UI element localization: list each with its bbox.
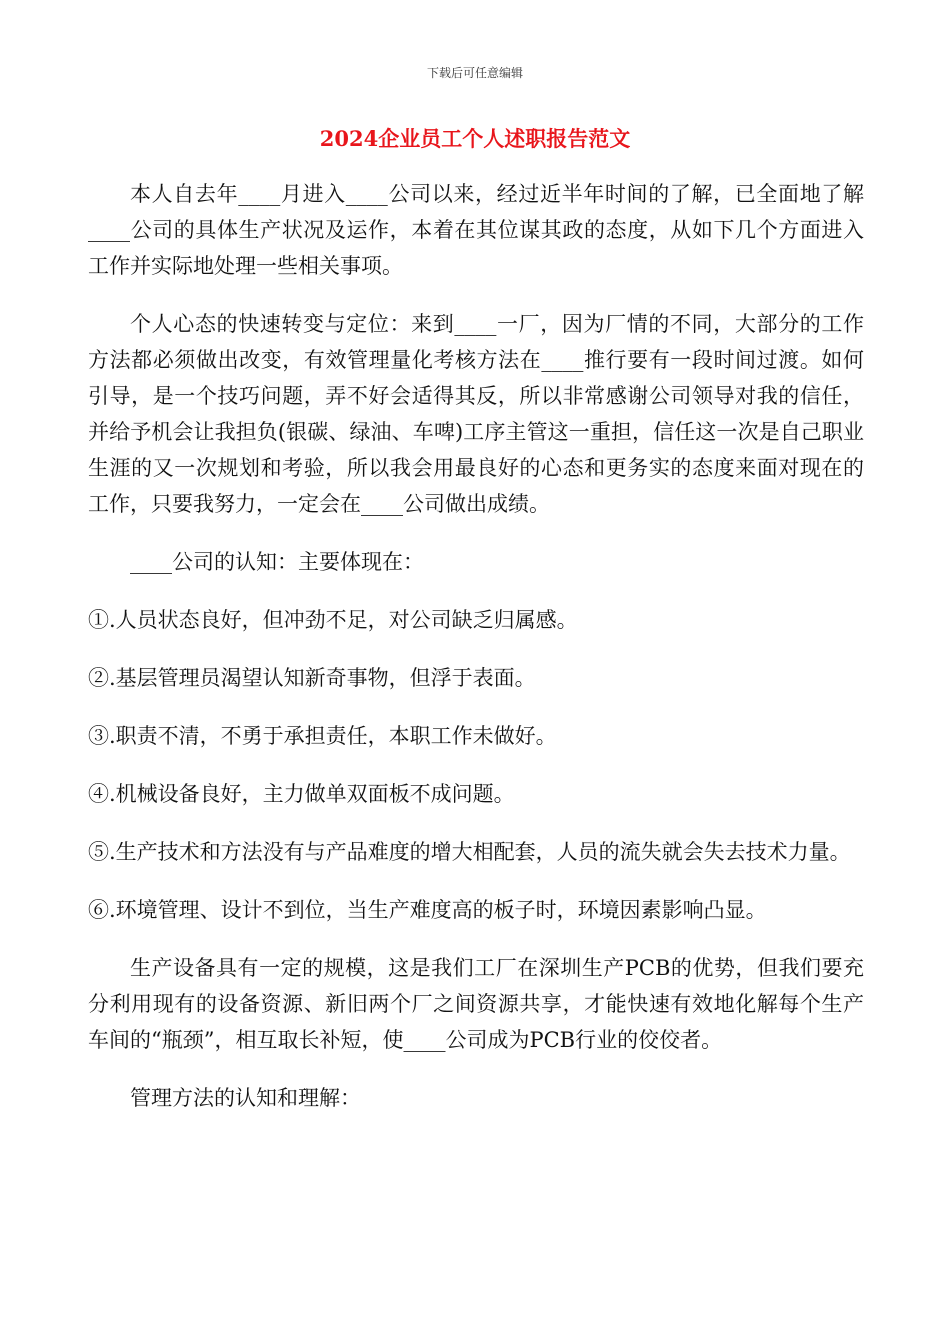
- list-item-3: ③.职责不清，不勇于承担责任，本职工作未做好。: [88, 724, 557, 748]
- paragraph-mindset: 个人心态的快速转变与定位：来到____一厂，因为厂情的不同，大部分的工作方法都必须做出改变，有效管理量化考核方法在____推行要有一段时间过渡。如何引导，是一个技巧问题，弄不好会适得其反，所以非常感谢公司领导对我的信任，并给予机会让我担负(银碳、绿油、车啤)工序主管这一重担，信任这一次是自己职业生涯的又一次规划和考验，所以我会用最良好的心态和更务实的态度来面对现在的工作，只要我努力，一定会在____公司做出成绩。: [88, 312, 864, 516]
- document-body: [88, 176, 864, 1138]
- document-title: 2024企业员工个人述职报告范文: [319, 126, 631, 151]
- paragraph-equipment: 生产设备具有一定的规模，这是我们工厂在深圳生产PCB的优势，但我们要充分利用现有的设备资源、新旧两个厂之间资源共享，才能快速有效地化解每个生产车间的“瓶颈”，相互取长补短，使____公司成为PCB行业的佼佼者。: [88, 956, 864, 1052]
- paragraph-management-heading: 管理方法的认知和理解：: [130, 1086, 361, 1110]
- list-item-6: ⑥.环境管理、设计不到位，当生产难度高的板子时，环境因素影响凸显。: [88, 898, 767, 922]
- page-header-note: 下载后可任意编辑: [426, 66, 523, 80]
- list-item-5: ⑤.生产技术和方法没有与产品难度的增大相配套，人员的流失就会失去技术力量。: [88, 840, 851, 864]
- paragraph-company-cognition: ____公司的认知：主要体现在：: [130, 550, 424, 574]
- list-item-1: ①.人员状态良好，但冲劲不足，对公司缺乏归属感。: [88, 608, 578, 632]
- paragraph-intro: 本人自去年____月进入____公司以来，经过近半年时间的了解，已全面地了解____公司的具体生产状况及运作，本着在其位谋其政的态度，从如下几个方面进入工作并实际地处理一些相关事项。: [88, 182, 864, 278]
- list-item-4: ④.机械设备良好，主力做单双面板不成问题。: [88, 782, 515, 806]
- list-item-2: ②.基层管理员渴望认知新奇事物，但浮于表面。: [88, 666, 536, 690]
